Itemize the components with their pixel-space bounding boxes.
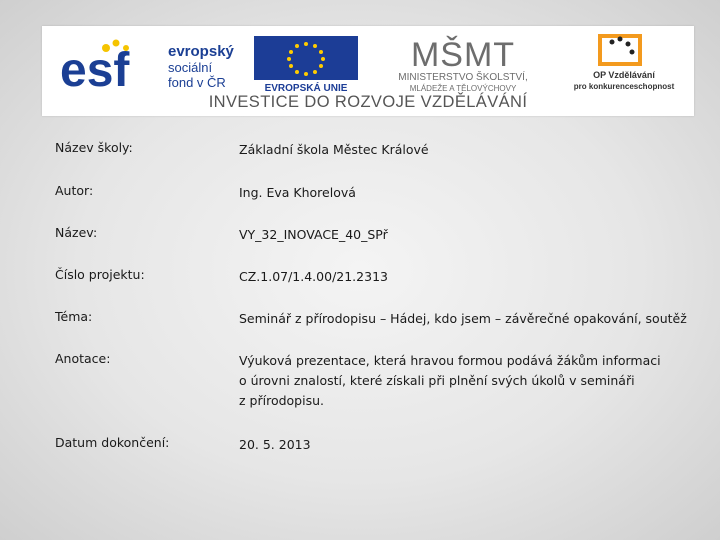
- op-line-2: pro konkurenceschopnost: [573, 82, 675, 91]
- msmt-mark: MŠMT: [410, 36, 516, 74]
- row-value: Seminář z přírodopisu – Hádej, kdo jsem – závěrečné opakování, soutěž: [239, 311, 687, 326]
- esf-line-3: fond v ČR: [168, 75, 226, 90]
- row-label: Název:: [55, 225, 98, 240]
- row-label: Autor:: [55, 183, 94, 198]
- row-value: Výuková prezentace, která hravou formou podává žákům informaci o úrovni znalostí, které získali při plnění svých úkolů v semináři z přírodopisu.: [239, 353, 661, 408]
- op-line-1: OP Vzdělávání: [593, 70, 655, 80]
- row-value: CZ.1.07/1.4.00/21.2313: [239, 269, 388, 284]
- row-value: Ing. Eva Khorelová: [239, 185, 356, 200]
- row-value: Základní škola Městec Králové: [239, 142, 429, 157]
- esf-line-2: sociální: [168, 60, 213, 75]
- eu-label: EVROPSKÁ UNIE: [264, 83, 348, 94]
- row-label: Číslo projektu:: [55, 267, 145, 282]
- row-value: VY_32_INOVACE_40_SPř: [239, 227, 388, 242]
- esf-mark: esf: [60, 44, 130, 94]
- row-label: Datum dokončení:: [55, 435, 170, 450]
- msmt-line-2: MLÁDEŽE A TĚLOVÝCHOVY: [409, 84, 517, 93]
- row-label: Anotace:: [55, 351, 111, 366]
- row-label: Téma:: [55, 309, 93, 324]
- banner-caption: INVESTICE DO ROZVOJE VZDĚLÁVÁNÍ: [208, 93, 528, 111]
- msmt-line-1: MINISTERSTVO ŠKOLSTVÍ,: [398, 72, 528, 83]
- row-label: Název školy:: [55, 140, 133, 155]
- esf-line-1: evropský: [168, 43, 234, 60]
- row-value: 20. 5. 2013: [239, 437, 311, 452]
